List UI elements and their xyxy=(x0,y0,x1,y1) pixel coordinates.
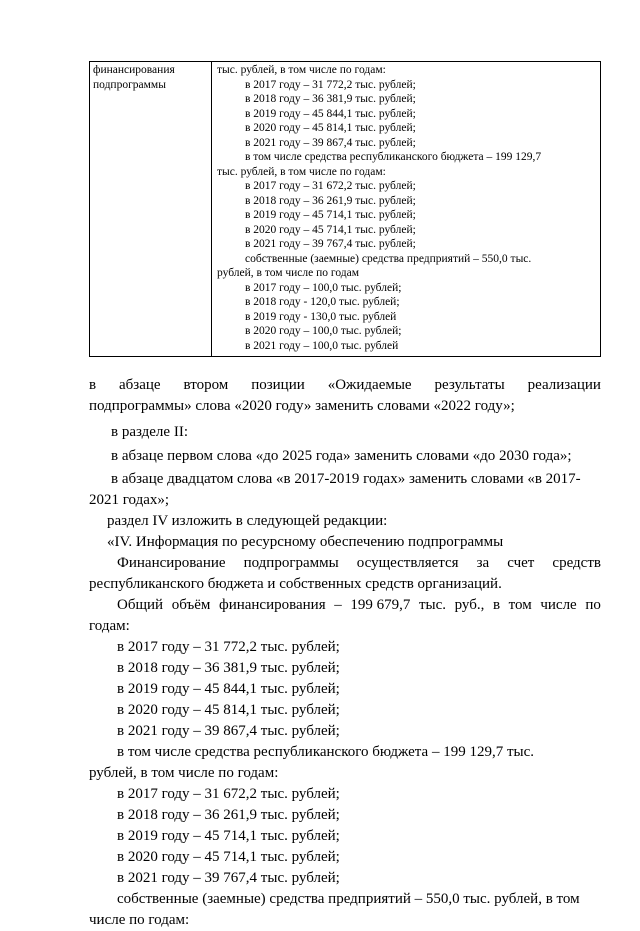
word: в xyxy=(492,597,501,613)
paragraph-own-funds-line-1: собственные (заемные) средства предприятий – 550,0 тыс. рублей, в том xyxy=(117,891,580,907)
word: за xyxy=(476,555,490,571)
table-line: в 2018 году - 120,0 тыс. рублей; xyxy=(245,296,400,308)
year-line: в 2020 году – 45 714,1 тыс. рублей; xyxy=(117,849,340,865)
year-line: в 2019 году – 45 714,1 тыс. рублей; xyxy=(117,828,340,844)
year-line: в 2018 году – 36 381,9 тыс. рублей; xyxy=(117,660,340,676)
table-line: тыс. рублей, в том числе по годам: xyxy=(217,64,386,76)
table-left-cell: финансирования подпрограммы xyxy=(93,64,175,91)
word: Финансирование xyxy=(117,555,226,571)
year-line: в 2018 году – 36 261,9 тыс. рублей; xyxy=(117,807,340,823)
table-line: в 2020 году – 45 714,1 тыс. рублей; xyxy=(245,223,416,236)
table-line: в 2020 году – 100,0 тыс. рублей; xyxy=(245,325,402,337)
years-budget-list xyxy=(89,784,601,889)
year-line: в 2021 году – 39 767,4 тыс. рублей; xyxy=(117,870,340,886)
paragraph-section-4: раздел IV изложить в следующей редакции: xyxy=(107,513,388,529)
paragraph-section-2: в разделе II: xyxy=(111,424,188,440)
word: осуществляется xyxy=(356,555,459,571)
table-line: в 2021 году – 100,0 тыс. рублей xyxy=(245,339,399,352)
table-line: в 2018 году – 36 381,9 тыс. рублей; xyxy=(245,93,416,105)
word: результаты xyxy=(434,377,505,393)
table-line: в 2017 году – 31 672,2 тыс. рублей; xyxy=(245,180,416,192)
financing-table xyxy=(89,61,601,357)
table-line: в 2020 году – 45 814,1 тыс. рублей; xyxy=(245,122,416,134)
word: руб., xyxy=(454,597,485,613)
year-line: в 2021 году – 39 867,4 тыс. рублей; xyxy=(117,723,340,739)
word: 199 679,7 xyxy=(350,597,411,613)
paragraph-total-line-2: годам: xyxy=(89,618,130,634)
word: счет xyxy=(507,555,535,571)
year-line: в 2020 году – 45 814,1 тыс. рублей; xyxy=(117,702,340,718)
table-line: в 2017 году – 31 772,2 тыс. рублей; xyxy=(245,78,416,91)
paragraph-1-line-1 xyxy=(89,375,601,396)
word: в xyxy=(89,377,97,393)
paragraph-budget-line-2: рублей, в том числе по годам: xyxy=(89,765,279,781)
table-column-divider xyxy=(211,62,212,356)
year-line: в 2017 году – 31 772,2 тыс. рублей; xyxy=(117,639,340,655)
word: «Ожидаемые xyxy=(327,377,412,393)
paragraph-1-line-2: подпрограммы» слова «2020 году» заменить словами «2022 году»; xyxy=(89,398,515,414)
paragraph-first-abzac: в абзаце первом слова «до 2025 года» заменить словами «до 2030 года»; xyxy=(111,448,572,464)
year-line: в 2019 году – 45 844,1 тыс. рублей; xyxy=(117,681,340,697)
section-4-heading: «IV. Информация по ресурсному обеспечению подпрограммы xyxy=(107,534,504,550)
paragraph-financing-line-1 xyxy=(89,553,601,574)
word: финансирования xyxy=(218,597,326,613)
word: объём xyxy=(171,597,211,613)
table-line: рублей, в том числе по годам xyxy=(217,267,359,279)
paragraph-twentieth-abzac-line-1: в абзаце двадцатом слова «в 2017-2019 годах» заменить словами «в 2017- xyxy=(111,471,581,487)
table-line: в 2018 году – 36 261,9 тыс. рублей; xyxy=(245,194,416,207)
year-line: в 2017 году – 31 672,2 тыс. рублей; xyxy=(117,786,340,802)
paragraph-own-funds-line-2: числе по годам: xyxy=(89,912,190,928)
table-line: в 2019 году – 45 714,1 тыс. рублей; xyxy=(245,209,416,221)
word: втором xyxy=(183,377,229,393)
word: реализации xyxy=(527,377,601,393)
paragraph-financing-line-2: республиканского бюджета и собственных средств организаций. xyxy=(89,576,502,592)
table-line: в 2019 году – 45 844,1 тыс. рублей; xyxy=(245,107,416,120)
word: подпрограммы xyxy=(243,555,339,571)
table-right-cell xyxy=(217,63,597,353)
word: абзаце xyxy=(119,377,161,393)
table-line: в 2017 году – 100,0 тыс. рублей; xyxy=(245,281,402,294)
paragraph-total-line-1 xyxy=(89,595,601,616)
word: Общий xyxy=(117,597,164,613)
document-body xyxy=(89,375,601,931)
paragraph-budget-line-1: в том числе средства республиканского бюджета – 199 129,7 тыс. xyxy=(117,744,534,760)
word: числе xyxy=(540,597,577,613)
table-line: в том числе средства республиканского бюджета – 199 129,7 xyxy=(245,151,542,163)
paragraph-twentieth-abzac-line-2: 2021 годах»; xyxy=(89,492,170,508)
table-line: собственные (заемные) средства предприятий – 550,0 тыс. xyxy=(245,252,532,265)
word: том xyxy=(508,597,532,613)
table-line: в 2021 году – 39 867,4 тыс. рублей; xyxy=(245,136,416,149)
word: позиции xyxy=(251,377,305,393)
word: средств xyxy=(552,555,601,571)
word: тыс. xyxy=(418,597,446,613)
word: по xyxy=(585,597,601,613)
years-total-list xyxy=(89,637,601,742)
table-line: тыс. рублей, в том числе по годам: xyxy=(217,165,386,178)
word: – xyxy=(334,597,342,613)
table-line: в 2021 году – 39 767,4 тыс. рублей; xyxy=(245,238,416,250)
table-line: в 2019 году - 130,0 тыс. рублей xyxy=(245,310,397,323)
